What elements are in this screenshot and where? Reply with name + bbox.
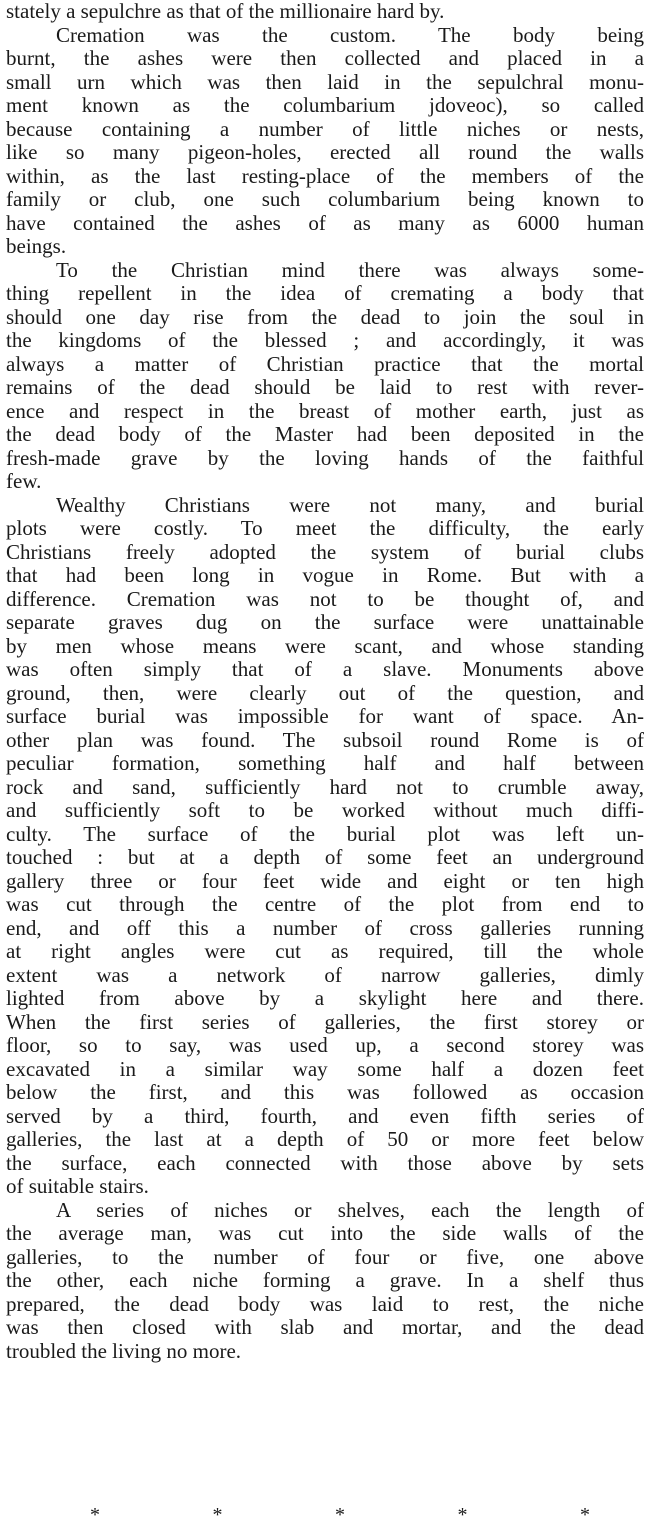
text-line: galleries, to the number of four or five, one above	[6, 1244, 644, 1269]
text-line: of suitable stairs.	[6, 1174, 149, 1198]
text-line: rock and sand, sufficiently hard not to crumble away,	[6, 774, 644, 799]
asterisk: *	[580, 1504, 590, 1526]
text-line: surface burial was impossible for want of space. An-	[6, 704, 644, 728]
text-line: separate graves dug on the surface were unattainable	[6, 610, 644, 634]
text-line: extent was a network of narrow galleries, dimly	[6, 962, 644, 987]
text-line: Wealthy Christians were not many, and burial	[56, 492, 644, 517]
text-line: served by a third, fourth, and even fifth series of	[6, 1103, 644, 1128]
text-line: end, and off this a number of cross galleries running	[6, 915, 644, 940]
text-line: below the first, and this was followed as occasion	[6, 1080, 644, 1104]
text-line: When the first series of galleries, the first storey or	[6, 1009, 644, 1034]
text-line: beings.	[6, 234, 67, 258]
text-line: ment known as the columbarium jdoveoc), so called	[6, 93, 644, 117]
text-line: prepared, the dead body was laid to rest, the niche	[6, 1291, 644, 1316]
text-line: small urn which was then laid in the sepulchral monu-	[6, 69, 644, 94]
text-line: culty. The surface of the burial plot was left un-	[6, 821, 644, 846]
text-line: A series of niches or shelves, each the length of	[56, 1197, 644, 1222]
text-line: excavated in a similar way some half a dozen feet	[6, 1056, 644, 1081]
text-line: other plan was found. The subsoil round Rome is of	[6, 727, 644, 752]
text-line: ence and respect in the breast of mother earth, just as	[6, 398, 644, 423]
paragraph	[6, 24, 644, 259]
text-line: touched : but at a depth of some feet an underground	[6, 845, 644, 869]
text-line: burnt, the ashes were then collected and placed in a	[6, 46, 644, 70]
text-line: that had been long in vogue in Rome. But with a	[6, 563, 644, 587]
text-line: plots were costly. To meet the difficulty, the early	[6, 516, 644, 540]
asterisk: *	[457, 1504, 468, 1526]
text-line: stately a sepulchre as that of the millionaire hard by.	[6, 0, 445, 23]
text-line: gallery three or four feet wide and eight or ten high	[6, 868, 644, 893]
text-line: was cut through the centre of the plot from end to	[6, 892, 644, 916]
text-line: was often simply that of a slave. Monuments above	[6, 657, 644, 681]
text-line: family or club, one such columbarium being known to	[6, 187, 644, 211]
text-line: floor, so to say, was used up, a second storey was	[6, 1033, 644, 1057]
text-line: fresh-made grave by the loving hands of the faithful	[6, 445, 644, 470]
text-line: Christians freely adopted the system of burial clubs	[6, 539, 644, 564]
text-line: Cremation was the custom. The body being	[56, 22, 644, 47]
text-line: To the Christian mind there was always some-	[56, 257, 644, 282]
text-line: because containing a number of little niches or nests,	[6, 116, 644, 141]
text-line: the kingdoms of the blessed ; and accordingly, it was	[6, 328, 644, 352]
text-line: was then closed with slab and mortar, and the dead	[6, 1315, 644, 1339]
text-line: the average man, was cut into the side walls of the	[6, 1221, 644, 1245]
text-line: few.	[6, 469, 42, 493]
text-line: and sufficiently soft to be worked without much diffi-	[6, 798, 644, 822]
text-line: at right angles were cut as required, till the whole	[6, 939, 644, 963]
text-line: troubled the living no more.	[6, 1338, 242, 1363]
text-line: galleries, the last at a depth of 50 or more feet below	[6, 1127, 644, 1151]
paragraph	[6, 259, 644, 494]
text-line: the other, each niche forming a grave. In a shelf thus	[6, 1268, 644, 1292]
text-line: remains of the dead should be laid to rest with rever-	[6, 375, 644, 399]
paragraph	[6, 1199, 644, 1364]
text-line: should one day rise from the dead to join the soul in	[6, 304, 644, 329]
asterisk: *	[335, 1504, 345, 1526]
text-body	[6, 0, 644, 1363]
text-line: like so many pigeon-holes, erected all round the walls	[6, 140, 644, 164]
text-line: by men whose means were scant, and whose standing	[6, 633, 644, 658]
text-line: ground, then, were clearly out of the question, and	[6, 680, 644, 705]
section-separator	[90, 1505, 590, 1525]
text-line: always a matter of Christian practice that the mortal	[6, 351, 644, 376]
text-line: difference. Cremation was not to be thought of, and	[6, 586, 644, 611]
text-line: the dead body of the Master had been deposited in the	[6, 422, 644, 446]
asterisk: *	[90, 1504, 100, 1526]
paragraph	[6, 0, 644, 24]
paragraph	[6, 494, 644, 1199]
text-line: lighted from above by a skylight here and there.	[6, 986, 644, 1010]
asterisk: *	[212, 1504, 223, 1526]
text-line: within, as the last resting-place of the members of the	[6, 163, 644, 188]
text-line: have contained the ashes of as many as 6000 human	[6, 210, 644, 235]
document-page	[6, 0, 644, 1363]
text-line: thing repellent in the idea of cremating a body that	[6, 281, 644, 305]
text-line: the surface, each connected with those above by sets	[6, 1150, 644, 1175]
text-line: peculiar formation, something half and half between	[6, 751, 644, 775]
